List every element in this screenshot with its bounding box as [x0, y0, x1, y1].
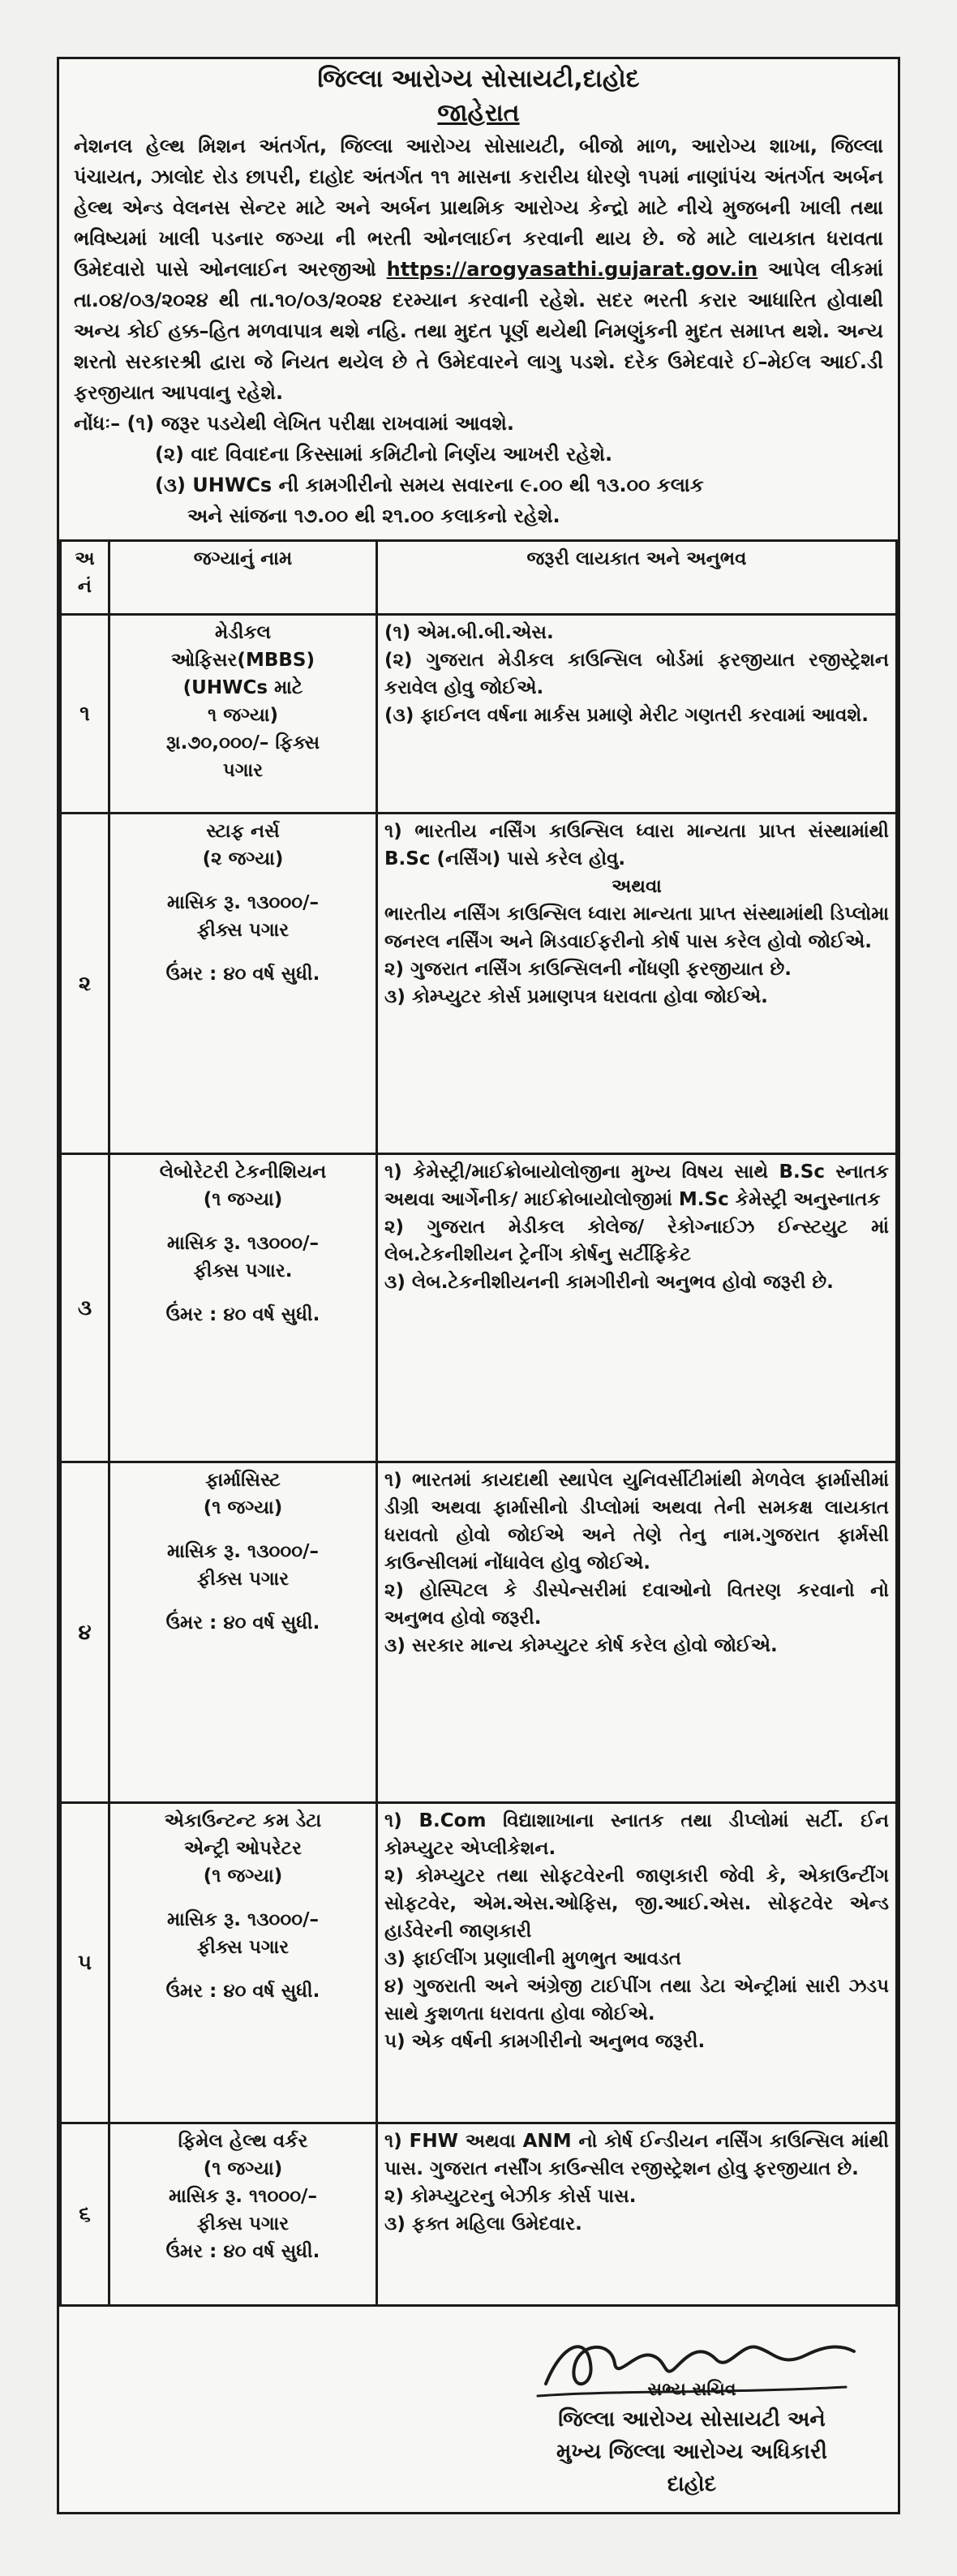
post-line: એન્ટ્રી ઓપરેટર: [183, 1838, 303, 1859]
post-line: એકાઉન્ટન્ટ કમ ડેટા: [164, 1810, 322, 1831]
qualification-line: ૧) B.Com વિદ્યાશાખાના સ્નાતક તથા ડીપ્લોમાં સર્ટી. ઈન કોમ્પ્યુટર એપ્લીકેશન.: [384, 1810, 889, 1859]
qualification-cell: [377, 814, 897, 1154]
post-line: [115, 873, 371, 889]
post-line: માસિક રૂ. ૧૩૦૦૦/–: [167, 892, 319, 913]
post-line: માસિક રૂ. ૧૧૦૦૦/–: [169, 2186, 317, 2207]
post-line: માસિક રૂ. ૧૩૦૦૦/–: [167, 1541, 319, 1562]
sign-line-1: જિલ્લા આરોગ્ય સોસાયટી અને: [558, 2407, 826, 2432]
page-subtitle: જાહેરાત: [437, 99, 520, 127]
post-line: પગાર: [222, 760, 264, 781]
table-row: [61, 1154, 897, 1462]
qualification-line: ૩) કોમ્પ્યુટર કોર્સ પ્રમાણપત્ર ધરાવતા હોવા જોઈએ.: [384, 986, 768, 1007]
row-number: ૫: [61, 1803, 109, 2123]
qualification-line: ૩) ફાઈલીંગ પ્રણાલીની મુળભુત આવડત: [384, 1948, 682, 1969]
qualification-line: ૪) ગુજરાતી અને અંગ્રેજી ટાઈપીંગ તથા ડેટા એન્ટ્રીમાં સારી ઝડપ સાથે કુશળતા ધરાવતા હોવા જોઈએ.: [384, 1976, 889, 2024]
qualification-line: ૨) ગુજરાત નર્સિંગ કાઉન્સિલની નોંધણી ફરજીયાત છે.: [384, 959, 792, 980]
sign-line-3: દાહોદ: [667, 2472, 717, 2497]
notice-para1: નેશનલ હેલ્થ મિશન અંતર્ગત, જિલ્લા આરોગ્ય સોસાયટી, બીજો માળ, આરોગ્ય શાખા, જિલ્લા પંચાયત, ઝાલોદ રોડ છાપરી, દાહોદ અંતર્ગત ૧૧ માસના કરારીય ધોરણે ૧૫માં નાણાંપંચ અંતર્ગત અર્બન હેલ્થ એન્ડ વેલનસ સેન્ટર માટે અને અર્બન પ્રાથમિક આરોગ્ય કેન્દ્રો માટે નીચે મુજબની ખાલી તથા ભવિષ્યમાં ખાલી પડનાર જગ્યા ની ભરતી ઓનલાઈન કરવાની થાય છે. જે માટે લાયકાત ધરાવતા ઉમેદવારો પાસે ઓનલાઈન અરજીઓ: [74, 135, 883, 281]
qualification-cell: [377, 615, 897, 814]
row-number: ૩: [61, 1154, 109, 1462]
qualification-line: ભારતીય નર્સિંગ કાઉન્સિલ ધ્વારા માન્યતા પ્રાપ્ત સંસ્થામાંથી ડિપ્લોમા જનરલ નર્સિંગ અને મિડવાઈફરીનો કોર્ષ પાસ કરેલ હોવો જોઈએ.: [384, 904, 889, 952]
sign-line-2: મુખ્ય જિલ્લા આરોગ્ય અધિકારી: [556, 2440, 827, 2464]
post-cell: [109, 814, 377, 1154]
qualification-line: (૧) એમ.બી.બી.એસ.: [384, 622, 554, 643]
note-3b: અને સાંજના ૧૭.૦૦ થી ૨૧.૦૦ કલાકનો રહેશે.: [187, 504, 560, 527]
post-line: (૨ જગ્યા): [202, 848, 284, 869]
post-line: રૂા.૭૦,૦૦૦/– ફિક્સ: [165, 732, 320, 753]
post-line: ઉંમર : ૪૦ વર્ષ સુધી.: [165, 964, 320, 985]
qualification-line: ૨) ગુજરાત મેડીકલ કોલેજ/ રેકોગ્નાઈઝ ઈન્સ્ટયુટ માં લેબ.ટેકનીશીયન ટ્રેનીંગ કોર્ષનુ સર્ટીફિકેટ: [384, 1217, 889, 1265]
post-line: મેડીકલ: [214, 622, 272, 643]
note-3a: (૩) UHWCs ની કામગીરીનો સમય સવારના ૯.૦૦ થી ૧૩.૦૦ કલાક: [155, 474, 704, 496]
post-line: [115, 1890, 371, 1906]
table-row: [61, 2123, 897, 2306]
qualification-cell: [377, 1803, 897, 2123]
post-cell: [109, 2123, 377, 2306]
table-header-row: [61, 541, 897, 615]
post-line: [115, 1961, 371, 1977]
post-cell: [109, 615, 377, 814]
table-row: [61, 1462, 897, 1803]
qualification-line: ૧) કેમેસ્ટ્રી/માઈક્રોબાયોલોજીના મુખ્ય વિષય સાથે B.Sc સ્નાતક અથવા આર્ગેનીક/ માઈક્રોબાયોલોજીમાં M.Sc કેમેસ્ટ્રી અનુસ્નાતક: [384, 1161, 889, 1210]
notes-label: નોંધઃ–: [74, 412, 121, 435]
post-cell: [109, 1803, 377, 2123]
notice-sheet: [57, 57, 900, 2514]
notes-block: [59, 408, 898, 531]
row-number: ૪: [61, 1462, 109, 1803]
post-line: ફીક્સ પગાર: [196, 1937, 290, 1958]
page-title: જિલ્લા આરોગ્ય સોસાયટી,દાહોદ: [317, 65, 640, 93]
qualification-line: (૩) ફાઈનલ વર્ષના માર્કસ પ્રમાણે મેરીટ ગણતરી કરવામાં આવશે.: [384, 705, 869, 726]
post-line: (૧ જગ્યા): [203, 2158, 283, 2179]
qualification-line: (૨) ગુજરાત મેડીકલ કાઉન્સિલ બોર્ડમાં ફરજીયાત રજીસ્ટ્રેશન કરાવેલ હોવુ જોઈએ.: [384, 650, 889, 698]
post-line: સ્ટાફ નર્સ: [206, 821, 280, 842]
qualification-line: ૧) FHW અથવા ANM નો કોર્ષ ઈન્ડીયન નર્સિંગ કાઉન્સિલ માંથી પાસ. ગુજરાત નર્સીંગ કાઉન્સીલ રજીસ્ટ્રેશન હોવુ ફરજીયાત છે.: [384, 2131, 889, 2179]
post-line: [115, 1522, 371, 1538]
post-cell: [109, 1154, 377, 1462]
table-row: [61, 814, 897, 1154]
post-line: માસિક રૂ. ૧૩૦૦૦/–: [167, 1233, 319, 1254]
row-number: ૨: [61, 814, 109, 1154]
post-line: ફાર્માસિસ્ટ: [205, 1470, 281, 1491]
post-line: ઉંમર : ૪૦ વર્ષ સુધી.: [165, 2241, 320, 2262]
qualification-cell: [377, 1154, 897, 1462]
col-header-no: અ નં: [61, 541, 109, 615]
row-number: ૧: [61, 615, 109, 814]
notice-body: [59, 131, 898, 408]
qualification-line: ૨) કોમ્પ્યુટર તથા સોફટવેરની જાણકારી જેવી કે, એકાઉન્ટીંગ સોફટવેર, એમ.એસ.ઓફિસ, જી.આઈ.એસ. સોફટવેર એન્ડ હાર્ડવેરની જાણકારી: [384, 1865, 889, 1942]
qualification-cell: [377, 2123, 897, 2306]
note-1: (૧) જરૂર પડયેથી લેખિત પરીક્ષા રાખવામાં આવશે.: [127, 412, 515, 435]
post-line: [115, 944, 371, 960]
qualification-line: ૩) લેબ.ટેકનીશીયનની કામગીરીનો અનુભવ હોવો જરૂરી છે.: [384, 1272, 834, 1293]
post-line: લેબોરેટરી ટેકનીશિયન: [159, 1161, 327, 1183]
post-line: ફીક્સ પગાર.: [193, 1260, 293, 1282]
sign-role: સભ્ય સચિવ: [647, 2380, 736, 2400]
post-line: (૧ જગ્યા): [203, 1497, 283, 1518]
post-line: ઉંમર : ૪૦ વર્ષ સુધી.: [165, 1612, 320, 1634]
post-line: ફીક્સ પગાર: [196, 920, 290, 941]
post-line: ઉંમર : ૪૦ વર્ષ સુધી.: [165, 1304, 320, 1325]
qualification-cell: [377, 1462, 897, 1803]
notice-paragraph: [74, 131, 883, 408]
qualification-line: ૩) ફક્ત મહિલા ઉમેદવાર.: [384, 2213, 582, 2235]
post-line: ફિમેલ હેલ્થ વર્કર: [178, 2131, 308, 2152]
qualification-line: અથવા: [612, 876, 662, 897]
post-line: ફીક્સ પગાર: [196, 1569, 290, 1590]
post-line: [115, 1285, 371, 1301]
table-row: [61, 615, 897, 814]
qualification-line: ૧) ભારતમાં કાયદાથી સ્થાપેલ યુનિવર્સીટીમાંથી મેળવેલ ફાર્માસીમાં ડીગ્રી અથવા ફાર્માસીનો ડીપ્લોમાં અથવા તેની સમકક્ષ લાયકાત ધરાવતો હોવો જોઈએ અને તેણે તેનુ નામ.ગુજરાત ફાર્મસી કાઉન્સીલમાં નોંધાવેલ હોવુ જોઈએ.: [384, 1470, 889, 1574]
post-line: (૧ જગ્યા): [203, 1865, 283, 1887]
qualification-line: ૩) સરકાર માન્ય કોમ્પ્યુટર કોર્ષ કરેલ હોવો જોઈએ.: [384, 1635, 778, 1656]
post-line: ઓફિસર(MBBS): [171, 650, 315, 671]
row-number: ૬: [61, 2123, 109, 2306]
post-line: [115, 1213, 371, 1230]
post-line: ઉંમર : ૪૦ વર્ષ સુધી.: [165, 1981, 320, 2002]
signature-block: [59, 2309, 898, 2512]
table-row: [61, 1803, 897, 2123]
qualification-line: ૫) એક વર્ષની કામગીરીનો અનુભવ જરૂરી.: [384, 2031, 706, 2052]
application-link[interactable]: https://arogyasathi.gujarat.gov.in: [386, 258, 758, 281]
qualification-line: ૨) કોમ્પ્યુટરનુ બેઝીક કોર્સ પાસ.: [384, 2186, 637, 2207]
post-line: ફીક્સ પગાર: [196, 2213, 290, 2235]
post-line: (UHWCs માટે: [182, 677, 303, 698]
note-2: (૨) વાદ વિવાદના કિસ્સામાં કમિટીનો નિર્ણય આખરી રહેશે.: [155, 443, 613, 466]
post-line: ૧ જગ્યા): [207, 705, 279, 726]
vacancy-table: [59, 539, 898, 2307]
post-line: (૧ જગ્યા): [203, 1189, 283, 1210]
col-header-qualification: જરૂરી લાયકાત અને અનુભવ: [377, 541, 897, 615]
qualification-line: ૧) ભારતીય નર્સિંગ કાઉન્સિલ ધ્વારા માન્યતા પ્રાપ્ત સંસ્થામાંથી B.Sc (નર્સિંગ) પાસે કરેલ હોવુ.: [384, 821, 889, 869]
post-cell: [109, 1462, 377, 1803]
col-header-post: જગ્યાનું નામ: [109, 541, 377, 615]
notice-para2: આપેલ લીકમાં તા.૦૪/૦૩/૨૦૨૪ થી તા.૧૦/૦૩/૨૦૨૪ દરમ્યાન કરવાની રહેશે. સદર ભરતી કરાર આધારિત હોવાથી અન્ય કોઈ હક્ક–હિત મળવાપાત્ર થશે નહિ. તથા મુદત પૂર્ણ થયેથી નિમણુંકની મુદત સમાપ્ત થશે. અન્ય શરતો સરકારશ્રી દ્વારા જે નિયત થયેલ છે તે ઉમેદવારને લાગુ પડશે. દરેક ઉમેદવારે ઈ–મેઈલ આઈ.ડી ફરજીયાત આપવાનુ રહેશે.: [74, 258, 884, 404]
post-line: [115, 1593, 371, 1609]
qualification-line: ૨) હોસ્પિટલ કે ડીસ્પેન્સરીમાં દવાઓનો વિતરણ કરવાનો નો અનુભવ હોવો જરૂરી.: [384, 1580, 889, 1629]
post-line: માસિક રૂ. ૧૩૦૦૦/–: [167, 1909, 319, 1930]
